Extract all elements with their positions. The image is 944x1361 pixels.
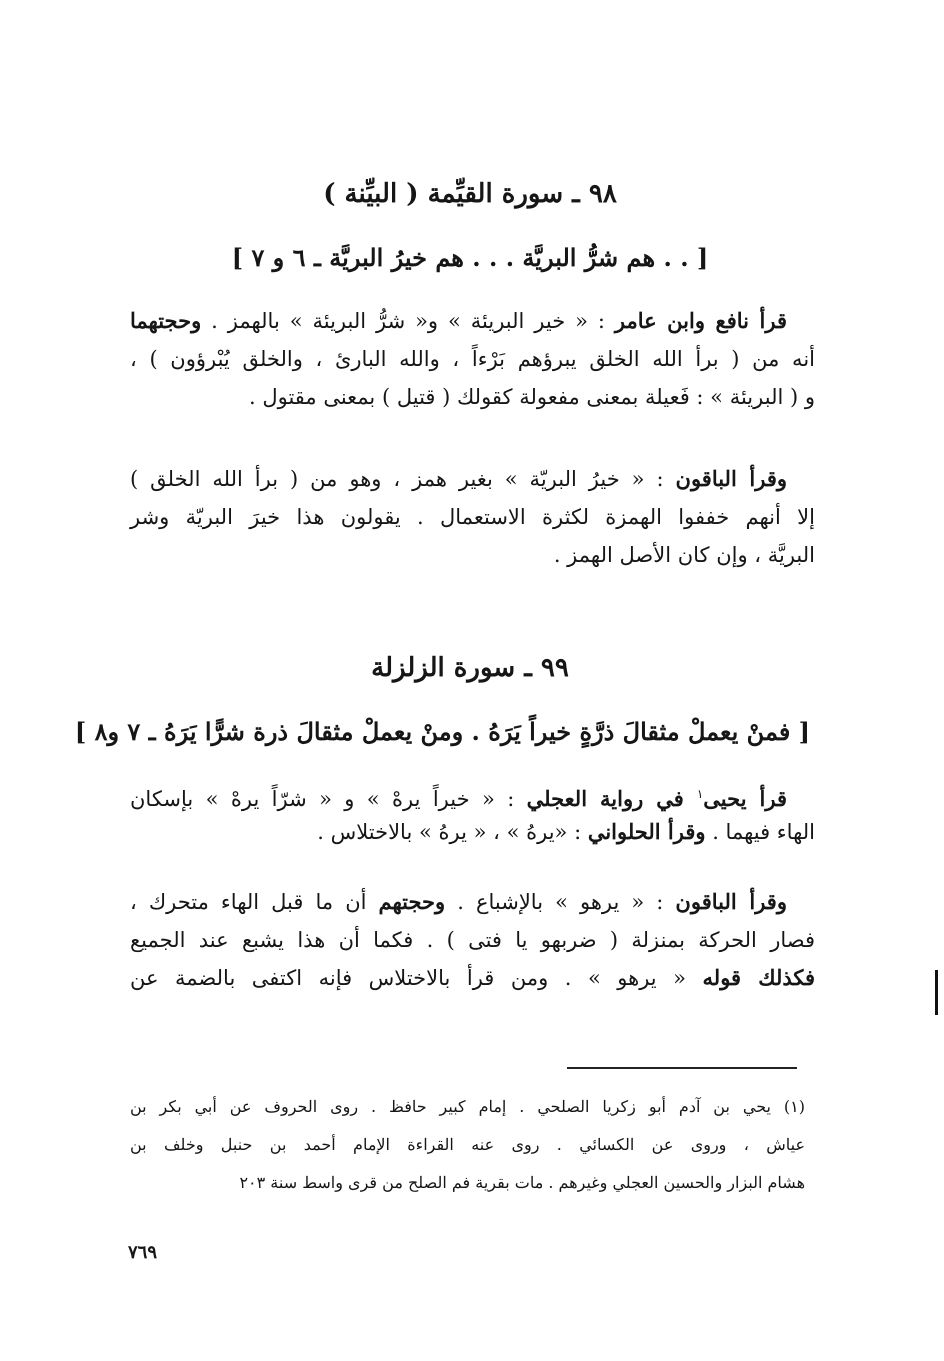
surah-99-paragraph-2 — [130, 883, 815, 997]
footnote — [130, 1088, 805, 1202]
text-span: أن ما قبل الهاء متحرك ، — [130, 890, 379, 914]
text-line: فصار الحركة بمنزلة ( ضربهو يا فتى ) . فكما أن هذا يشبع عند الجميع — [130, 928, 815, 952]
reader-name: وقرأ الحلواني — [587, 819, 706, 844]
surah-98-paragraph-2 — [130, 460, 815, 574]
surah-98-title: ٩٨ ـ سورة القيِّمة ( البيِّنة ) — [323, 179, 617, 209]
text-line — [130, 775, 815, 813]
reader-name: قرأ نافع وابن عامر — [614, 308, 788, 333]
text-span: : « خيرُ البريّة » بغير همز ، وهو من ( برأ الله الخلق ) — [130, 467, 676, 491]
surah-98-ayah: [ . . هم شرُّ البريَّة . . . هم خيرُ البريَّة ـ ٦ و ٧ ] — [231, 243, 709, 272]
text-line — [130, 883, 815, 921]
surah-99-ayah: [ فمنْ يعملْ مثقالَ ذرَّةٍ خيراً يَرَهُ . ومنْ يعملْ مثقالَ ذرة شرًّا يَرَهُ ـ ٧ و٨ ] — [74, 717, 810, 746]
footnote-line: (١) يحي بن آدم أبو زكريا الصلحي . إمام كبير حافظ . روى الحروف عن أبي بكر بن — [130, 1097, 805, 1116]
quote-label: فكذلك قوله — [702, 965, 815, 990]
surah-99-paragraph-1 — [130, 775, 815, 851]
reader-name: قرأ يحيى — [703, 786, 788, 811]
margin-bar — [935, 970, 938, 1015]
text-line: أنه من ( برأ الله الخلق يبرؤهم بَرْءاً ، والله البارئ ، والخلق يُبْرؤون ) ، — [130, 347, 815, 371]
argument-label: وحجتهم — [378, 889, 446, 914]
text-line — [130, 460, 815, 498]
argument-label: وحجتهما — [130, 308, 202, 333]
reader-name: وقرأ الباقون — [675, 466, 787, 491]
page-number: ٧٦٩ — [128, 1242, 158, 1263]
text-span: « يرهو » . ومن قرأ بالاختلاس فإنه اكتفى بالضمة عن — [130, 966, 703, 990]
riwaya-label: في رواية العجلي — [526, 786, 697, 811]
text-span: : « يرهو » بالإشباع . — [445, 890, 676, 914]
text-line — [130, 302, 815, 340]
footnote-marker: ١ — [696, 787, 704, 801]
footnote-line: هشام البزار والحسين العجلي وغيرهم . مات بقرية فم الصلح من قرى واسط سنة ٢٠٣ — [239, 1173, 805, 1192]
surah-99-title: ٩٩ ـ سورة الزلزلة — [371, 653, 569, 683]
text-line: إلا أنهم خففوا الهمزة لكثرة الاستعمال . يقولون هذا خيرَ البريّة وشر — [130, 505, 815, 529]
text-line — [130, 959, 815, 997]
text-span: : « خيراً يرهْ » و « شرّاً يرهْ » بإسكان — [130, 787, 527, 811]
footnote-line: عياش ، وروى عن الكسائي . روى عنه القراءة الإمام أحمد بن حنبل وخلف بن — [130, 1135, 805, 1154]
footnote-divider — [567, 1067, 797, 1069]
surah-98-paragraph-1 — [130, 302, 815, 416]
text-span: الهاء فيهما . — [705, 820, 815, 844]
text-span: : «يرهُ » ، « يرهُ » بالاختلاس . — [317, 820, 588, 844]
text-line — [130, 813, 815, 851]
text-span: : « خير البريئة » و« شرُّ البريئة » بالهمز . — [201, 309, 615, 333]
reader-name: وقرأ الباقون — [675, 889, 787, 914]
text-line: و ( البريئة » : فَعيلة بمعنى مفعولة كقولك ( قتيل ) بمعنى مقتول . — [248, 385, 815, 409]
text-line: البريَّة ، وإن كان الأصل الهمز . — [553, 543, 815, 567]
